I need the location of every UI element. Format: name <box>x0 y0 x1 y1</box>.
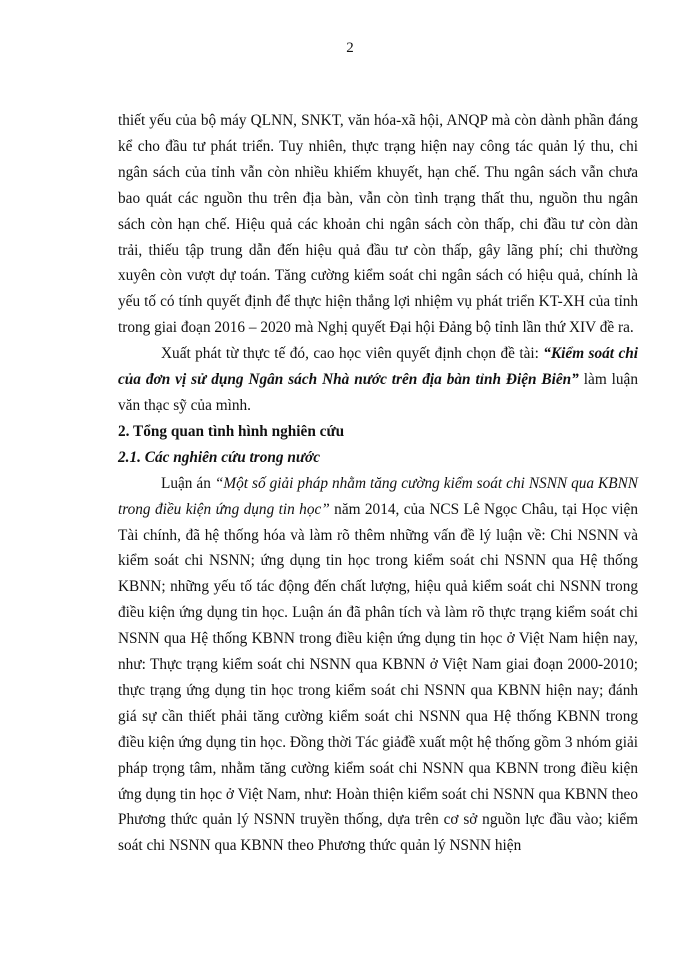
paragraph-3-intro: Luận án <box>161 474 215 492</box>
paragraph-1: thiết yếu của bộ máy QLNN, SNKT, văn hóa-xã hội, ANQP mà còn dành phần đáng kể cho đầu tư phát triển. Tuy nhiên, thực trạng hiện nay công tác quản lý thu, chi ngân sách của tỉnh vẫn còn nhiều khiếm khuyết, hạn chế. Thu ngân sách vẫn chưa bao quát các nguồn thu trên địa bàn, vẫn còn tình trạng thất thu, nguồn thu ngân sách còn hạn chế. Hiệu quả các khoản chi ngân sách còn thấp, chi đầu tư còn dàn trải, thiếu tập trung dẫn đến hiệu quả đầu tư còn thấp, gây lãng phí; chi thường xuyên còn vượt dự toán. Tăng cường kiểm soát chi ngân sách có hiệu quả, chính là yếu tố có tính quyết định để thực hiện thắng lợi nhiệm vụ phát triển KT-XH của tỉnh trong giai đoạn 2016 – 2020 mà Nghị quyết Đại hội Đảng bộ tỉnh lần thứ XIV đề ra. <box>118 112 638 337</box>
paragraph-2 <box>118 341 638 419</box>
paragraph-2-intro: Xuất phát từ thực tế đó, cao học viên quyết định chọn đề tài: <box>161 345 544 363</box>
paragraph-2-ending: làm luận văn thạc sỹ của mình. <box>118 371 638 414</box>
page-number: 2 <box>346 40 354 56</box>
paragraph-3 <box>118 471 638 860</box>
document-body <box>118 108 638 859</box>
section-heading-2: 2. Tổng quan tình hình nghiên cứu <box>118 422 345 440</box>
thesis-title: “Kiểm soát chi của đơn vị sử dụng Ngân sách Nhà nước trên địa bàn tỉnh Điện Biên” <box>118 345 638 389</box>
section-heading-2-1: 2.1. Các nghiên cứu trong nước <box>118 448 321 466</box>
paragraph-3-body: năm 2014, của NCS Lê Ngọc Châu, tại Học viện Tài chính, đã hệ thống hóa và làm rõ thêm những vấn đề lý luận về: Chi NSNN và kiểm soát chi NSNN; ứng dụng tin học trong kiểm soát chi NSNN qua Hệ thống KBNN; những yếu tố tác động đến chất lượng, hiệu quả kiểm soát chi NSNN trong điều kiện ứng dụng tin học. Luận án đã phân tích và làm rõ thực trạng kiểm soát chi NSNN qua Hệ thống KBNN trong điều kiện ứng dụng tin học ở Việt Nam hiện nay, như: Thực trạng kiểm soát chi NSNN qua KBNN ở Việt Nam giai đoạn 2000-2010; thực trạng ứng dụng tin học trong kiểm soát chi NSNN qua KBNN hiện nay; đánh giá sự cần thiết phải tăng cường kiểm soát chi NSNN qua Hệ thống KBNN trong điều kiện ứng dụng tin học. Đồng thời Tác giảđề xuất một hệ thống gồm 3 nhóm giải pháp trọng tâm, nhằm tăng cường kiểm soát chi NSNN qua KBNN trong điều kiện ứng dụng tin học ở Việt Nam, như: Hoàn thiện kiểm soát chi NSNN qua KBNN theo Phương thức quản lý NSNN truyền thống, dựa trên cơ sở nguồn lực đầu vào; kiểm soát chi NSNN qua KBNN theo Phương thức quản lý NSNN hiện <box>118 500 638 855</box>
dissertation-title: “Một số giải pháp nhằm tăng cường kiểm soát chi NSNN qua KBNN trong điều kiện ứng dụng tin học” <box>118 474 638 518</box>
